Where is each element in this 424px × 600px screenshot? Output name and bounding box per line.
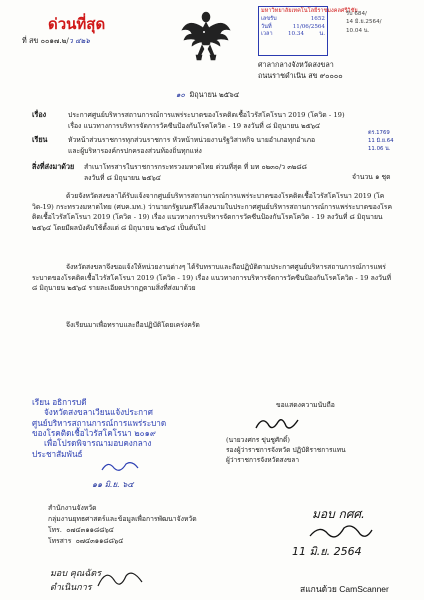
body-paragraph-1: ด้วยจังหวัดสงขลาได้รับแจ้งจากศูนย์บริหารสถานการณ์การแพร่ระบาดของโรคติดเชื้อไวรัสโคโรนา 2019 (โควิด-19) กระทรวงมหาดไทย (ศบค.มท.) ว่านายกรัฐมนตรีได้ลงนามในประกาศศูนย์บริหารสถานการณ์การแพร่ระบาดของโรคติดเชื้อไวรัสโคโรนา 2019 (โควิด - 19) เรื่อง แนวทางการบริหารจัดการวัคซีนป้องกันโรคโควิด - 19 ลงวันที่ ๘ มิถุนายน ๒๕๖๔ โดยมีผลบังคับใช้ตั้งแต่ ๘ มิถุนายน ๒๕๖๔ เป็นต้นไป [32,192,393,233]
signatory-title: รองผู้ว่าราชการจังหวัด ปฏิบัติราชการแทน [226,445,346,454]
footer-fax-label: โทรสาร [48,536,72,545]
footer-contact [48,503,197,547]
footer-fax: ๐๗๔๓๑๑๘๘๖๔ [75,536,124,545]
scanner-watermark: สแกนด้วย CamScanner [300,584,389,594]
signatory-name: (นายวงศกร ขุ่นชูศักดิ์) [226,436,290,444]
handwriting-action: ดำเนินการ [50,583,92,593]
subject-text [68,110,345,131]
to-text [68,135,315,156]
stamp-right-line: รับ 684/ [346,11,367,17]
footer-tel: ๐๗๔๓๑๑๘๘๖๔ [66,525,114,534]
side-stamp [368,130,394,153]
note-line: ประชาสัมพันธ์ [32,448,83,459]
note-line: จังหวัดสงขลาเวียนแจ้งประกาศ [44,407,153,418]
signatory-title: ผู้ว่าราชการจังหวัดสงขลา [226,455,300,464]
urgent-label: ด่วนที่สุด [48,15,106,33]
note-date: ๑๑ มิ.ย. ๖๔ [92,480,134,489]
to-line: และผู้บริหารองค์กรปกครองส่วนท้องถิ่นทุกแห่ง [68,146,202,155]
letter-date [176,90,239,101]
sender-address [258,60,343,82]
document-number [22,36,90,46]
subject-label: เรื่อง [32,110,47,119]
signatory-block [226,436,346,466]
note-line: เพื่อโปรดพิจารณามอบคงกลาง [44,438,152,449]
closing-respect: ขอแสดงความนับถือ [276,401,335,409]
to-line: หัวหน้าส่วนราชการทุกส่วนราชการ หัวหน้าหน่วยงานรัฐวิสาหกิจ นายอำเภอทุกอำเภอ [68,136,316,144]
subject-line: ประกาศศูนย์บริหารสถานการณ์การแพร่ระบาดของโรคติดเชื้อไวรัสโคโรนา 2019 (โควิด - 19) [68,111,345,119]
side-stamp-line: 11 มิ.ย.64 [368,137,394,144]
receive-date-label: วันที่ [261,23,272,30]
note-signature-scribble [100,460,140,474]
handwriting-assign: มอบ คุณฉัตร [50,569,102,579]
garuda-emblem-icon [180,8,232,62]
body-paragraph-2: จังหวัดสงขลาจึงขอแจ้งให้หน่วยงานต่างๆ ได้รับทราบและถือปฏิบัติตามประกาศศูนย์บริหารสถานการณ์การแพร่ระบาดของโรคติดเชื้อไวรัสโคโรนา 2019 (โควิด - 19) เรื่อง แนวทางการบริหารจัดการวัคซีนป้องกันโรคโควิด - 19 ลงวันที่ ๘ มิถุนายน ๒๕๖๔ รายละเอียดปรากฏตามสิ่งที่ส่งมาด้วย [32,263,392,293]
footer-group: กลุ่มงานยุทธศาสตร์และข้อมูลเพื่อการพัฒนาจังหวัด [48,514,197,523]
receive-no-value: 1652 [310,16,325,23]
body-paragraph-3: จึงเรียนมาเพื่อทราบและถือปฏิบัติโดยเคร่งครัด [66,321,200,329]
handwriting-right-date: 11 มิ.ย. 2564 [292,545,362,558]
footer-tel-label: โทร. [48,525,62,534]
enclosure-line: สำเนาโทรสารในราชการกระทรวงมหาดไทย ด่วนที่สุด ที่ มท ๐๒๓๐/ว ๓๒๘๘ [84,163,307,171]
document-number-prefix: ที่ สข ๐๐๑๗.๒/ [22,36,69,45]
signature-scribble [252,412,302,436]
side-stamp-line: 11.06 น. [368,145,391,152]
receive-date-value: 11/06/2564 [292,23,325,30]
letter-date-day: ๑๐ [176,90,185,99]
stamp-right [346,10,382,35]
receive-stamp-heading: มหาวิทยาลัยเทคโนโลยีราชมงคลศรีวิชัย [261,8,358,14]
to-label: เรียน [32,135,48,144]
right-signature-scribble [306,522,376,542]
note-line: ของโรคติดเชื้อไวรัสโคโรนา ๒๐๑๙ [32,427,156,438]
document-number-handwritten: ว ๔๒๖ [68,36,90,45]
stamp-right-line: 10.04 น. [346,27,370,34]
handwriting-right-assign: มอบ กศศ. [312,507,365,521]
address-line: ศาลากลางจังหวัดสงขลา [258,60,334,69]
subject-line: เรื่อง แนวทางการบริหารจัดการวัคซีนป้องกันโรคโควิด - 19 ลงวันที่ ๘ มิถุนายน ๒๕๖๔ [68,121,321,130]
receive-no-label: เลขรับ [261,16,277,23]
enclosure-text [84,162,307,183]
enclosure-label: สิ่งที่ส่งมาด้วย [32,162,75,171]
stamp-right-line: 14 มิ.ย.2564/ [346,19,382,26]
footer-office: สำนักงานจังหวัด [48,504,97,512]
receive-time-unit: น. [319,30,325,37]
note-line: เรียน อธิการบดี [32,397,87,407]
handwritten-note [32,397,202,459]
letter-date-text: มิถุนายน ๒๕๖๔ [189,90,240,99]
bottom-signature-scribble [96,566,146,594]
receive-time-label: เวลา [261,30,273,37]
enclosure-count: จำนวน ๑ ชุด [352,173,391,181]
receive-time-value: 10.34 [288,30,305,37]
side-stamp-line: ตร.1769 [368,130,390,136]
note-line: ศูนย์บริหารสถานการณ์การแพร่ระบาด [32,417,167,428]
address-line: ถนนราชดำเนิน สข ๙๐๐๐๐ [258,70,343,80]
enclosure-line: ลงวันที่ ๘ มิถุนายน ๒๕๖๔ [84,173,161,182]
